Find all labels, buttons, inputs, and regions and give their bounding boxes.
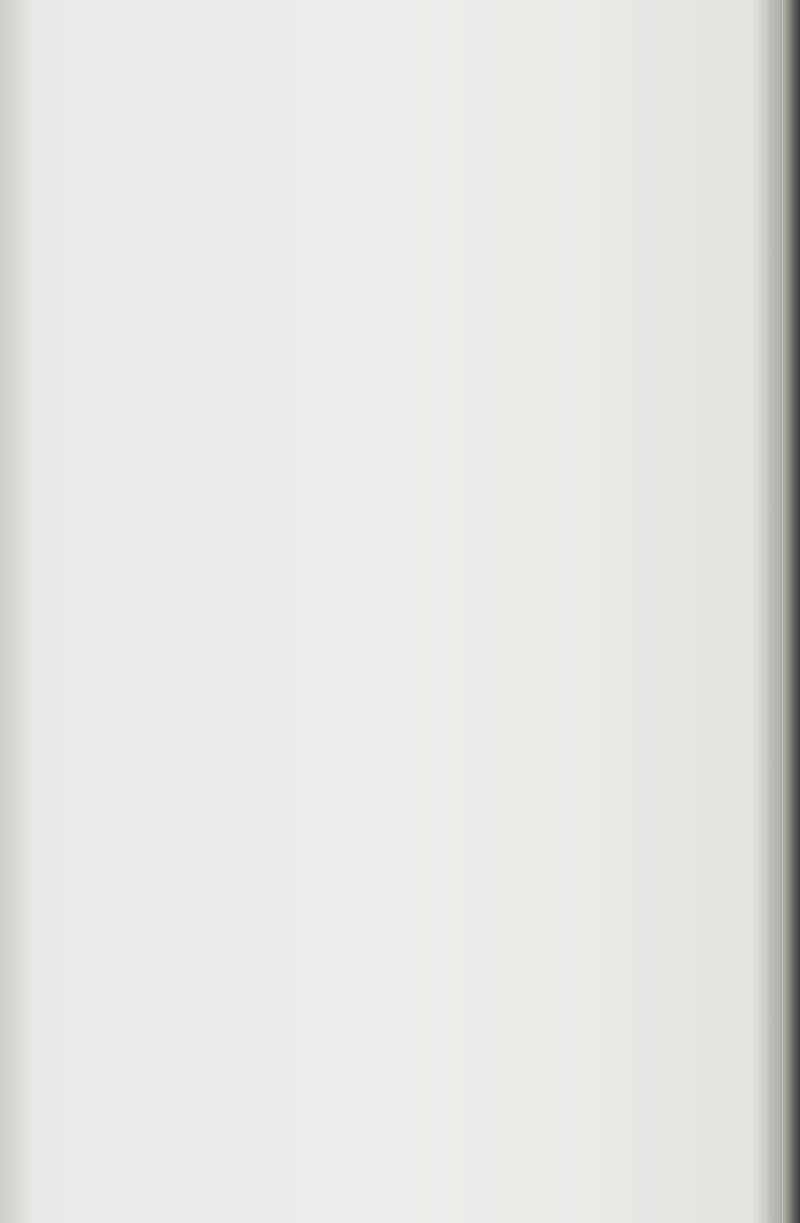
chapter-subtitle-line-2 bbox=[105, 114, 695, 130]
running-head bbox=[42, 20, 693, 78]
section-86-body bbox=[45, 114, 695, 132]
section-86-first-line bbox=[45, 114, 695, 132]
book-spine-shadow bbox=[782, 0, 800, 1223]
text-block bbox=[42, 20, 694, 132]
chapter-subtitle-line-1 bbox=[105, 114, 695, 130]
chapter-title bbox=[45, 114, 695, 132]
section-86-second-line bbox=[45, 114, 695, 132]
section-86-last-line bbox=[45, 114, 695, 132]
section-86 bbox=[45, 114, 695, 132]
chapter-subtitle bbox=[45, 114, 695, 132]
